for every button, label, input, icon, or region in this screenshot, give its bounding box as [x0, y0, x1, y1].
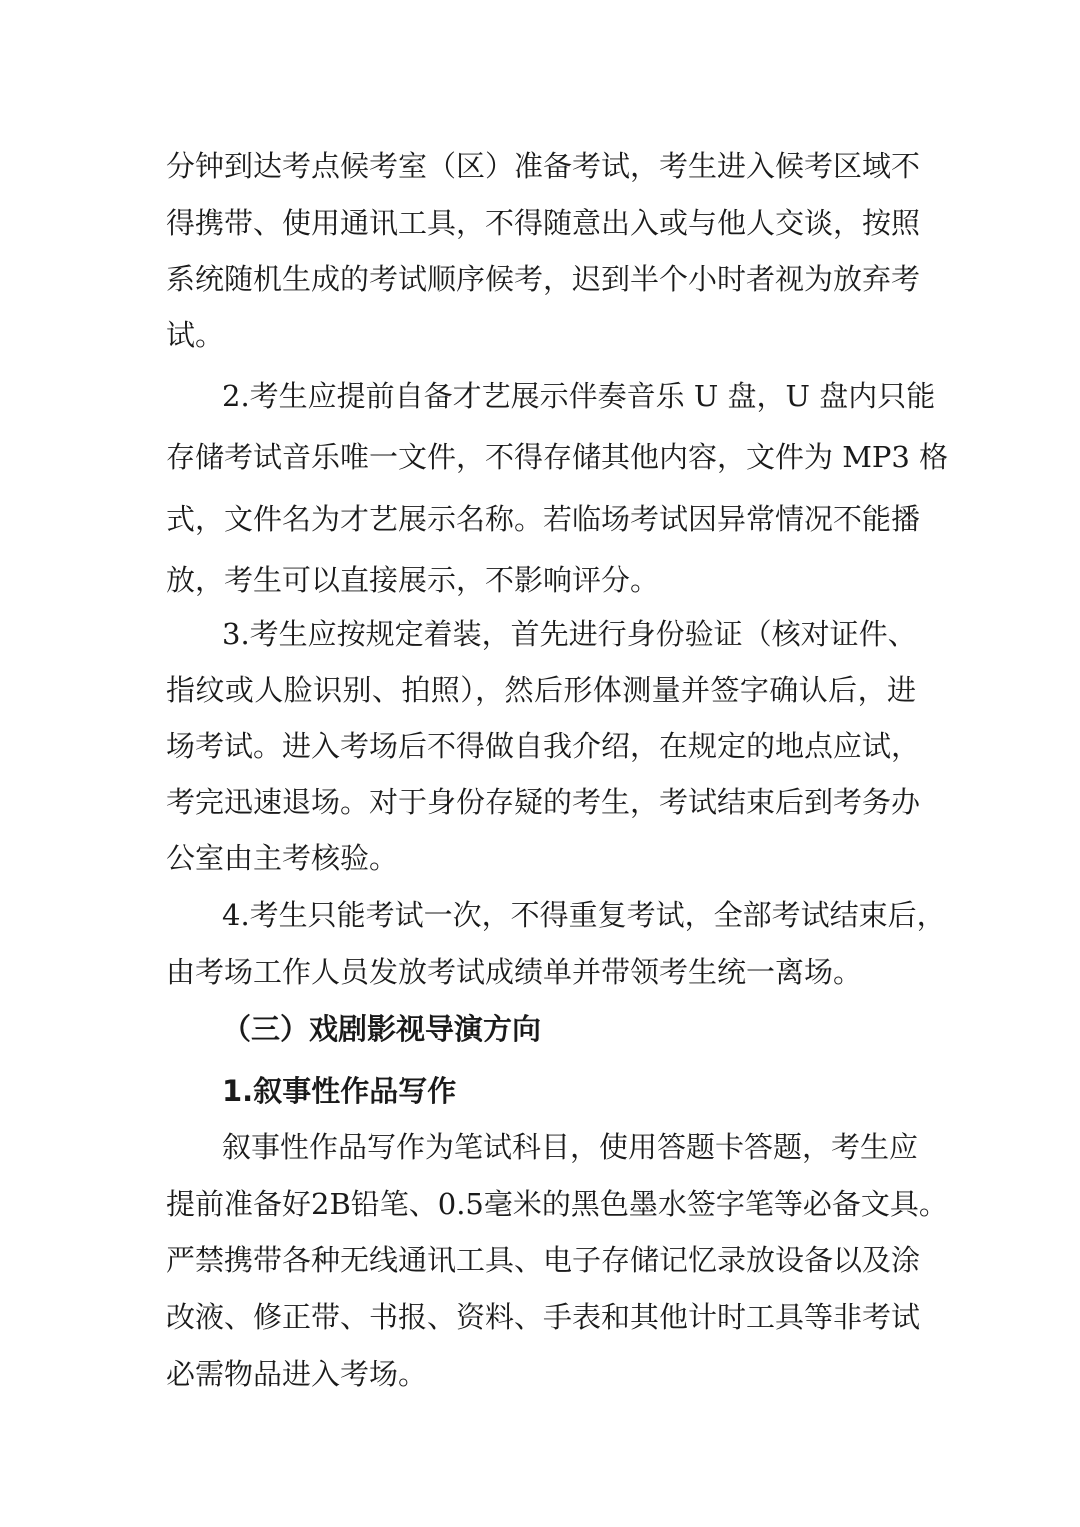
paragraph-line: 叙事性作品写作为笔试科目，使用答题卡答题，考生应 — [222, 1130, 919, 1164]
paragraph-line: 得携带、使用通讯工具，不得随意出入或与他人交谈，按照 — [166, 206, 921, 240]
subsection-heading: 1.叙事性作品写作 — [222, 1074, 457, 1108]
paragraph-line: 场考试。进入考场后不得做自我介绍，在规定的地点应试， — [166, 729, 921, 763]
paragraph-line: 试。 — [166, 318, 225, 352]
paragraph-line: 指纹或人脸识别、拍照），然后形体测量并签字确认后，进 — [166, 673, 916, 707]
paragraph-line: 式，文件名为才艺展示名称。若临场考试因异常情况不能播 — [166, 502, 921, 536]
paragraph-line: 存储考试音乐唯一文件，不得存储其他内容，文件为 MP3 格 — [166, 440, 949, 474]
paragraph-line: 考完迅速退场。对于身份存疑的考生，考试结束后到考务办 — [166, 785, 921, 819]
paragraph-line: 放，考生可以直接展示，不影响评分。 — [166, 563, 660, 597]
section-heading: （三）戏剧影视导演方向 — [222, 1012, 542, 1046]
paragraph-line: 3.考生应按规定着装，首先进行身份验证（核对证件、 — [222, 617, 917, 651]
paragraph-line: 系统随机生成的考试顺序候考，迟到半个小时者视为放弃考 — [166, 262, 921, 296]
paragraph-line: 4.考生只能考试一次，不得重复考试，全部考试结束后， — [222, 898, 946, 932]
paragraph-line: 改液、修正带、书报、资料、手表和其他计时工具等非考试 — [166, 1300, 921, 1334]
paragraph-line: 分钟到达考点候考室（区）准备考试，考生进入候考区域不 — [166, 149, 921, 183]
paragraph-line: 严禁携带各种无线通讯工具、电子存储记忆录放设备以及涂 — [166, 1243, 921, 1277]
paragraph-line: 提前准备好2B铅笔、0.5毫米的黑色墨水签字笔等必备文具。 — [166, 1187, 948, 1221]
paragraph-line: 必需物品进入考场。 — [166, 1357, 428, 1391]
paragraph-line: 公室由主考核验。 — [166, 841, 399, 875]
paragraph-line: 由考场工作人员发放考试成绩单并带领考生统一离场。 — [166, 955, 863, 989]
paragraph-line: 2.考生应提前自备才艺展示伴奏音乐 U 盘，U 盘内只能 — [222, 379, 936, 413]
